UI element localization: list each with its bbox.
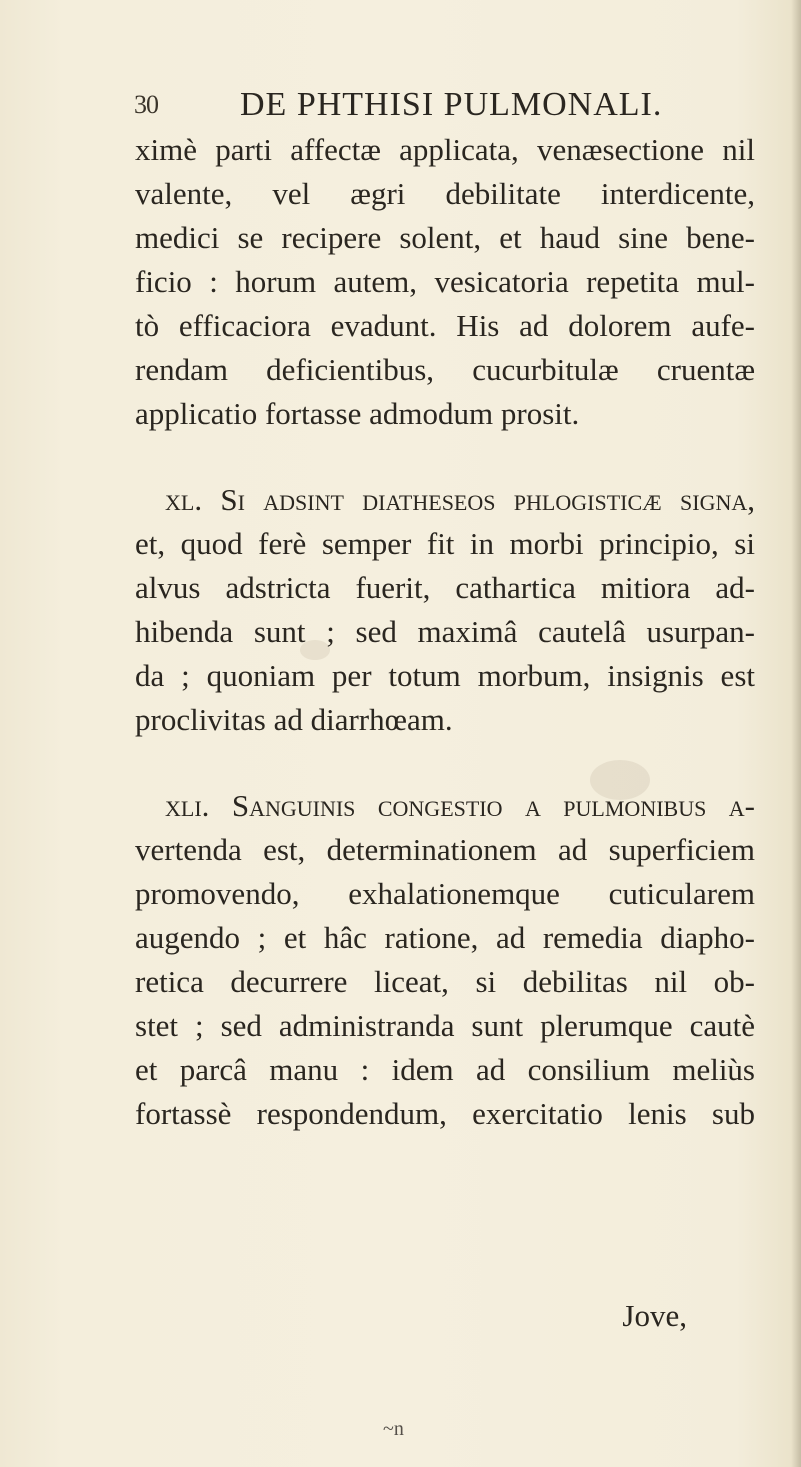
running-title: DE PHTHISI PULMONALI. [240, 86, 663, 123]
text-line: promovendo, exhalationemque cuticularem [135, 876, 755, 911]
text-line: fortassè respondendum, exercitatio lenis sub [135, 1096, 755, 1131]
running-head [134, 86, 694, 126]
text-line: et, quod ferè semper fit in morbi principio, si [135, 526, 755, 561]
text-line: da ; quoniam per totum morbum, insignis est [135, 658, 755, 693]
signature-mark: ~n [383, 1418, 404, 1440]
text-line: ficio : horum autem, vesicatoria repetita mul- [135, 264, 755, 299]
paragraph-gap [135, 742, 755, 784]
text-line: vertenda est, determinationem ad superficiem [135, 832, 755, 867]
page-number: 30 [134, 90, 158, 119]
text-line: applicatio fortasse admodum prosit. [135, 396, 580, 431]
text-line: rendam deficientibus, cucurbitulæ cruentæ [135, 352, 755, 387]
text-line: xli. Sanguinis congestio a pulmonibus a- [165, 788, 755, 823]
text-line: medici se recipere solent, et haud sine bene- [135, 220, 755, 255]
text-line: ximè parti affectæ applicata, venæsectione nil [135, 132, 755, 167]
catchword: Jove, [622, 1298, 687, 1333]
text-line: et parcâ manu : idem ad consilium meliùs [135, 1052, 755, 1087]
text-line: proclivitas ad diarrhœam. [135, 702, 453, 737]
text-line: alvus adstricta fuerit, cathartica mitiora ad- [135, 570, 755, 605]
paragraph [135, 128, 755, 436]
page-edge-shadow [791, 0, 801, 1467]
paragraph [135, 478, 755, 742]
text-line: hibenda sunt ; sed maximâ cautelâ usurpan- [135, 614, 755, 649]
text-line: augendo ; et hâc ratione, ad remedia diapho- [135, 920, 755, 955]
text-line: tò efficaciora evadunt. His ad dolorem aufe- [135, 308, 755, 343]
text-line: retica decurrere liceat, si debilitas nil ob- [135, 964, 755, 999]
body-text [135, 128, 755, 1136]
paragraph-gap [135, 436, 755, 478]
text-line: valente, vel ægri debilitate interdicente, [135, 176, 755, 211]
text-line: stet ; sed administranda sunt plerumque cautè [135, 1008, 755, 1043]
text-line: xl. Si adsint diatheseos phlogisticæ signa, [165, 482, 755, 517]
paragraph [135, 784, 755, 1136]
